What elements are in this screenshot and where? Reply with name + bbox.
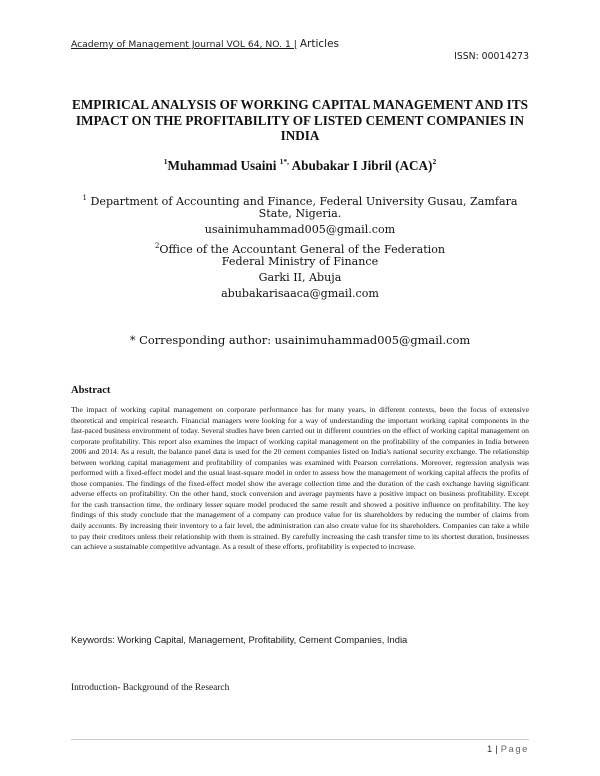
keywords: Keywords: Working Capital, Management, Profitability, Cement Companies, India: [71, 634, 408, 645]
abstract-body: The impact of working capital management on corporate performance has for many years, in different contexts, been the focus of extensive theoretical and empirical research. Financial managers were looking for a way of understanding the important working capital components in the fast-paced business environment of today. Several studies have been carried out in different countries on the effect of working capital management on corporate profitability. This report also examines the impact of working capital management on the profitability of the companies in India between 2006 and 2014. As a result, the balance panel data is used for the 20 cement companies listed on India's national security exchange. The relationship between working capital management and profitability of companies was examined with Pearson correlations. Moreover, regression analysis was performed with a fixed-effect model and the usual least-square model in order to assess how the management of working capital affects the profits of those companies. The findings of the fixed-effect model show the average collection time and the duration of the cash exchange having significant adverse effects on profitability. On the other hand, stock conversion and average payments have a positive impact on business profitability. Except for the cash transaction time, the ordinary lesser square model produced the same result and showed a positive influence on profitability. The key findings of this study conclude that the management of a company can produce value for its shareholders by reducing the number of claims from daily accounts. By increasing their inventory to a fair level, the administration can also create value for its shareholders. Companies can take a while to pay their creditors unless their relationship with them is strained. By carefully increasing the cash transfer time to its shortest duration, businesses can achieve a sustainable competitive advantage. As a result of these efforts, profitability is expected to increase.: [71, 405, 529, 552]
running-header: [71, 38, 339, 50]
affiliation-1-line2: State, Nigeria.: [258, 207, 342, 220]
introduction-heading: Introduction- Background of the Research: [71, 683, 230, 693]
author2-name: Abubakar I Jibril (ACA): [291, 158, 433, 173]
affiliation-1-line1: Department of Accounting and Finance, Federal University Gusau, Zamfara: [90, 195, 518, 208]
author1-superscript: 1: [163, 157, 168, 166]
corresponding-author: * Corresponding author: usainimuhammad005@gmail.com: [129, 333, 471, 347]
abstract-heading: Abstract: [71, 385, 111, 396]
affiliation-2-line3: Garki II, Abuja: [258, 271, 342, 284]
paper-title: EMPIRICAL ANALYSIS OF WORKING CAPITAL MANAGEMENT AND ITS IMPACT ON THE PROFITABILITY OF LISTED CEMENT COMPANIES IN INDIA: [72, 97, 528, 144]
footer-separator: |: [495, 743, 498, 754]
author-line: [60, 154, 540, 174]
page-label: Page: [500, 743, 529, 754]
journal-name: Academy of Management Journal VOL 64, NO. 1 |: [71, 39, 297, 50]
footer-divider: [71, 739, 529, 740]
affiliation-1-email: usainimuhammad005@gmail.com: [204, 223, 396, 236]
page-footer: [487, 743, 529, 754]
section-label: Articles: [299, 38, 340, 50]
author1-name: Muhammad Usaini: [167, 158, 277, 173]
issn: ISSN: 00014273: [454, 51, 529, 62]
affiliation-2-email: abubakarisaaca@gmail.com: [221, 287, 379, 300]
page-number: 1: [487, 743, 493, 754]
author1-corresponding-mark: 1*,: [279, 157, 290, 166]
affiliation-1-superscript: 1: [82, 194, 87, 202]
affiliation-2-line1: Office of the Accountant General of the Federation: [159, 243, 446, 256]
affiliation-2-superscript: 2: [154, 242, 160, 250]
author2-superscript: 2: [432, 157, 437, 166]
affiliation-2-line2: Federal Ministry of Finance: [221, 255, 379, 268]
